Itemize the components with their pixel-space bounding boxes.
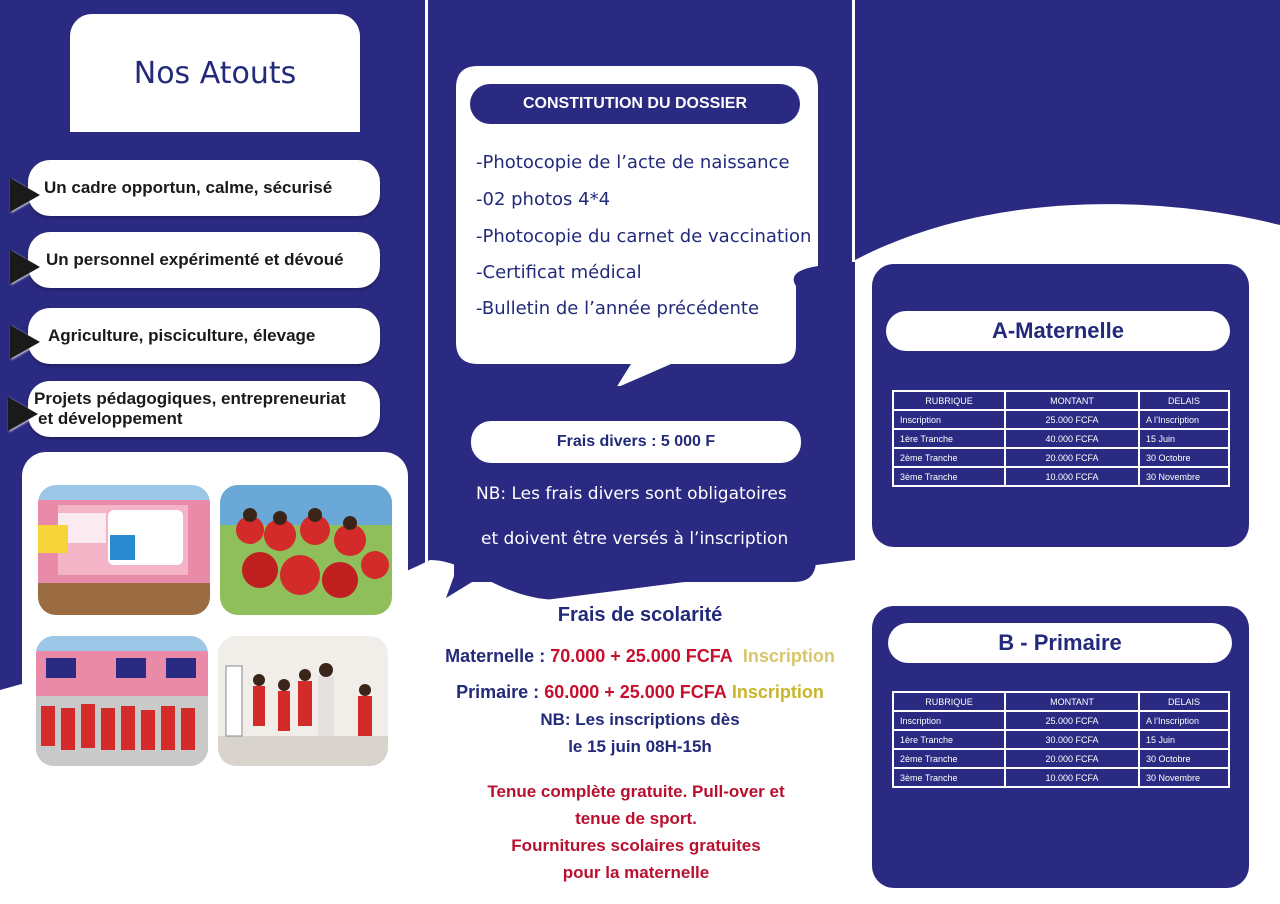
tenue-note: Tenue complète gratuite. Pull-over et — [487, 782, 785, 801]
table-row — [893, 467, 1229, 486]
table-cell: 10.000 FCFA — [1005, 467, 1139, 486]
table-header: MONTANT — [1005, 391, 1139, 410]
table-header: DELAIS — [1139, 391, 1229, 410]
dossier-item: -Certificat médical — [476, 262, 642, 283]
play-arrow-icon — [10, 325, 40, 359]
table-cell: 30 Octobre — [1139, 448, 1229, 467]
primaire-fee-table — [892, 691, 1230, 788]
atout-item-label: Projets pédagogiques, entrepreneuriat — [34, 389, 346, 408]
tenue-note: pour la maternelle — [562, 863, 710, 882]
table-cell: 10.000 FCFA — [1005, 768, 1139, 787]
table-cell: 20.000 FCFA — [1005, 448, 1139, 467]
play-arrow-icon — [10, 178, 40, 212]
atout-item-agriculture — [28, 308, 380, 364]
table-row — [893, 429, 1229, 448]
atout-item-label: Un personnel expérimenté et dévoué — [46, 250, 344, 269]
atout-item-projets — [28, 381, 380, 437]
scolarite-level-label: Maternelle : — [445, 646, 551, 666]
scolarite-note: le 15 juin 08H-15h — [568, 737, 712, 756]
atout-item-label: Un cadre opportun, calme, sécurisé — [44, 178, 333, 197]
table-cell: 30 Octobre — [1139, 749, 1229, 768]
table-cell: 30.000 FCFA — [1005, 730, 1139, 749]
table-cell: 25.000 FCFA — [1005, 711, 1139, 730]
dossier-item: -Bulletin de l’année précédente — [476, 298, 760, 319]
dossier-title-pill — [470, 84, 800, 124]
table-cell: A l’Inscription — [1139, 711, 1229, 730]
table-cell: 1ère Tranche — [893, 730, 1005, 749]
table-header: MONTANT — [1005, 692, 1139, 711]
scolarite-title: Frais de scolarité — [557, 604, 723, 626]
table-header: RUBRIQUE — [893, 692, 1005, 711]
students-group-photo — [220, 485, 392, 615]
table-cell: Inscription — [893, 711, 1005, 730]
table-cell: 15 Juin — [1139, 730, 1229, 749]
classroom-dance-photo — [218, 636, 388, 766]
frais-divers-label: Frais divers : 5 000 F — [556, 433, 716, 450]
dossier-item: -02 photos 4*4 — [476, 189, 611, 210]
scolarite-note: NB: Les inscriptions dès — [540, 710, 740, 729]
scolarite-inscription-tag: Inscription — [742, 646, 835, 666]
primaire-title: B - Primaire — [998, 630, 1122, 655]
play-arrow-icon — [8, 397, 38, 431]
table-cell: 20.000 FCFA — [1005, 749, 1139, 768]
table-cell: 1ère Tranche — [893, 429, 1005, 448]
table-row — [893, 730, 1229, 749]
frais-divers-note: et doivent être versés à l’inscription — [481, 529, 789, 549]
column-divider-left — [425, 0, 428, 600]
frais-divers-pill — [471, 421, 801, 463]
table-row — [893, 711, 1229, 730]
table-cell: A l’Inscription — [1139, 410, 1229, 429]
table-cell: 30 Novembre — [1139, 768, 1229, 787]
frais-divers-note: NB: Les frais divers sont obligatoires — [476, 484, 787, 504]
table-row — [893, 749, 1229, 768]
scolarite-inscription-tag: Inscription — [731, 682, 824, 702]
table-cell: 30 Novembre — [1139, 467, 1229, 486]
table-cell: 3ème Tranche — [893, 768, 1005, 787]
table-cell: 40.000 FCFA — [1005, 429, 1139, 448]
scolarite-maternelle-line — [420, 646, 860, 667]
scolarite-amount: 70.000 + 25.000 FCFA — [550, 646, 733, 666]
tenue-note: tenue de sport. — [575, 809, 697, 828]
scolarite-level-label: Primaire : — [456, 682, 545, 702]
table-cell: 15 Juin — [1139, 429, 1229, 448]
table-cell: 25.000 FCFA — [1005, 410, 1139, 429]
table-header-row — [893, 391, 1229, 410]
table-cell: 3ème Tranche — [893, 467, 1005, 486]
atouts-title: Nos Atouts — [133, 55, 297, 91]
table-header: DELAIS — [1139, 692, 1229, 711]
dossier-item: -Photocopie du carnet de vaccination — [476, 226, 812, 247]
column-divider-right — [852, 0, 855, 262]
maternelle-fee-table — [892, 390, 1230, 487]
atouts-header-card — [70, 14, 360, 132]
atout-item-personnel — [28, 232, 380, 288]
table-cell: 2ème Tranche — [893, 749, 1005, 768]
table-row — [893, 410, 1229, 429]
atout-item-label: Agriculture, pisciculture, élevage — [48, 326, 316, 345]
primaire-title-pill — [888, 623, 1232, 663]
scolarite-amount: 60.000 + 25.000 FCFA — [544, 682, 727, 702]
maternelle-title-pill — [886, 311, 1230, 351]
table-header: RUBRIQUE — [893, 391, 1005, 410]
scolarite-primaire-line — [420, 682, 860, 703]
dossier-title: CONSTITUTION DU DOSSIER — [522, 95, 747, 112]
atout-item-label: et développement — [38, 409, 183, 428]
school-building-photo — [38, 485, 210, 615]
table-row — [893, 768, 1229, 787]
atout-item-cadre — [28, 160, 380, 216]
maternelle-title: A-Maternelle — [991, 318, 1125, 343]
play-arrow-icon — [10, 250, 40, 284]
table-row — [893, 448, 1229, 467]
table-header-row — [893, 692, 1229, 711]
tenue-note: Fournitures scolaires gratuites — [511, 836, 761, 855]
table-cell: Inscription — [893, 410, 1005, 429]
dossier-item: -Photocopie de l’acte de naissance — [476, 152, 790, 173]
table-cell: 2ème Tranche — [893, 448, 1005, 467]
students-outdoor-photo — [36, 636, 208, 766]
